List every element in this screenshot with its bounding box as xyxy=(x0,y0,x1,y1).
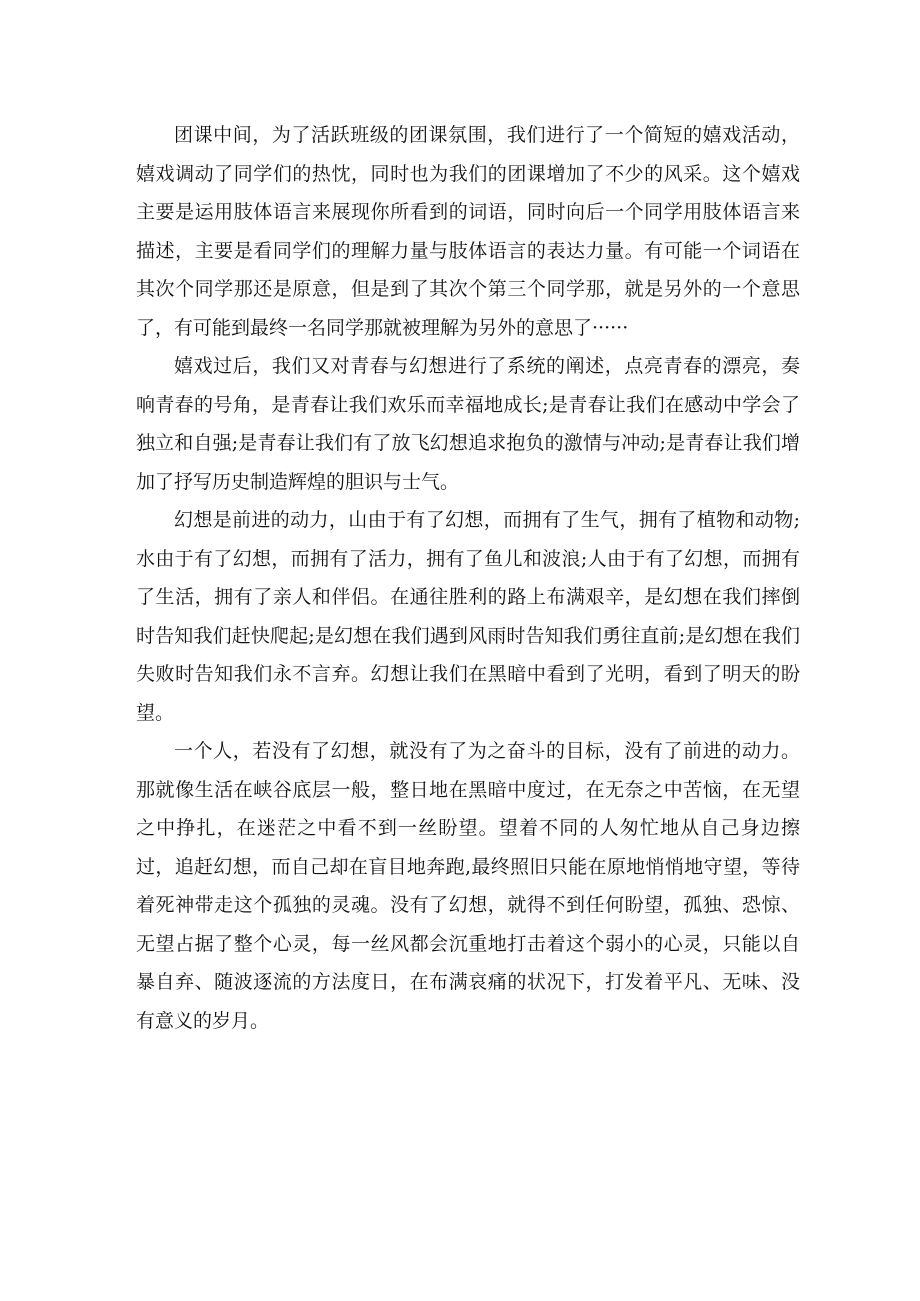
paragraph-1: 团课中间，为了活跃班级的团课氛围，我们进行了一个简短的嬉戏活动，嬉戏调动了同学们的热忱，同时也为我们的团课增加了不少的风采。这个嬉戏主要是运用肢体语言来展现你所看到的词语，同时向后一个同学用肢体语言来描述，主要是看同学们的理解力量与肢体语言的表达力量。有可能一个词语在其次个同学那还是原意，但是到了其次个第三个同学那，就是另外的一个意思了，有可能到最终一名同学那就被理解为另外的意思了······ xyxy=(136,124,800,339)
paragraph-3: 幻想是前进的动力，山由于有了幻想，而拥有了生气，拥有了植物和动物;水由于有了幻想，而拥有了活力，拥有了鱼儿和波浪;人由于有了幻想，而拥有了生活，拥有了亲人和伴侣。在通往胜利的路上布满艰辛，是幻想在我们摔倒时告知我们赶快爬起;是幻想在我们遇到风雨时告知我们勇往直前;是幻想在我们失败时告知我们永不言弃。幻想让我们在黑暗中看到了光明，看到了明天的盼望。 xyxy=(136,509,800,724)
paragraph-4: 一个人，若没有了幻想，就没有了为之奋斗的目标，没有了前进的动力。那就像生活在峡谷底层一般，整日地在黑暗中度过，在无奈之中苦恼，在无望之中挣扎，在迷茫之中看不到一丝盼望。望着不同的人匆忙地从自己身边擦过，追赶幻想，而自己却在盲目地奔跑,最终照旧只能在原地悄悄地守望，等待着死神带走这个孤独的灵魂。没有了幻想，就得不到任何盼望，孤独、恐惊、无望占据了整个心灵，每一丝风都会沉重地打击着这个弱小的心灵，只能以自暴自弃、随波逐流的方法度日，在布满哀痛的状况下，打发着平凡、无味、没有意义的岁月。 xyxy=(136,740,800,1032)
paragraph-2: 嬉戏过后，我们又对青春与幻想进行了系统的阐述，点亮青春的漂亮，奏响青春的号角，是青春让我们欢乐而幸福地成长;是青春让我们在感动中学会了独立和自强;是青春让我们有了放飞幻想追求抱负的激情与冲动;是青春让我们增加了抒写历史制造辉煌的胆识与士气。 xyxy=(136,355,800,493)
document-body xyxy=(136,116,800,1040)
